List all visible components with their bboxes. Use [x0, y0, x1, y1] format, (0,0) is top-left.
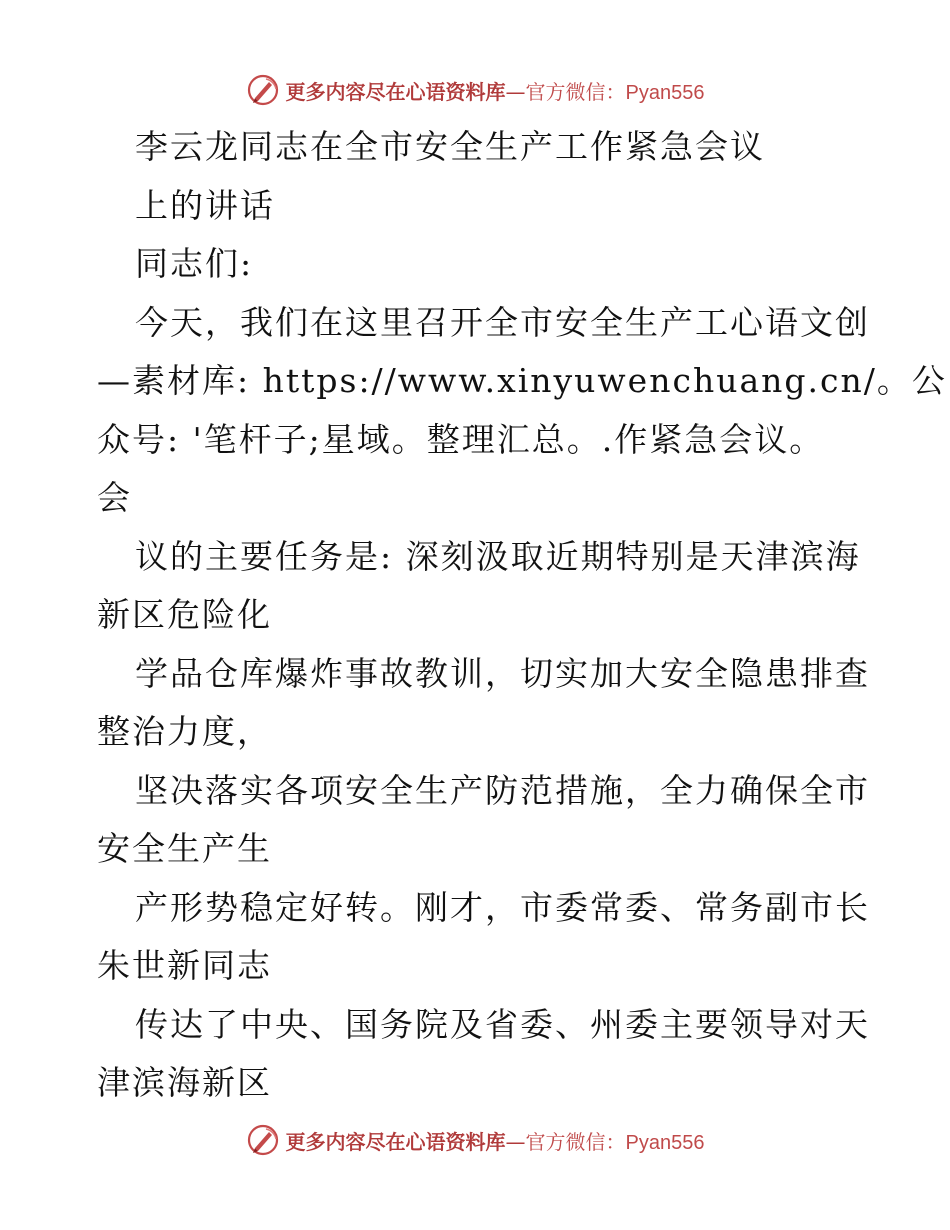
watermark-wechat-label: 官方微信：: [525, 1129, 626, 1154]
quill-pen-logo-icon: [246, 1123, 280, 1157]
watermark-separator: —: [505, 79, 526, 104]
document-line: 会: [97, 478, 132, 517]
quill-pen-logo-icon: [246, 73, 280, 107]
watermark-separator: —: [505, 1129, 526, 1154]
header-watermark-banner: [0, 70, 950, 110]
document-line: 今天，我们在这里召开全市安全生产工心语文创: [135, 302, 870, 342]
document-line: 李云龙同志在全市安全生产工作紧急会议: [135, 127, 765, 166]
document-line: 整治力度，: [97, 712, 272, 751]
watermark-account: Pyan556: [625, 1131, 705, 1154]
document-line: —素材库: https://www.xinyuwenchuang.cn/。公: [97, 361, 947, 400]
document-line: 津滨海新区: [97, 1063, 272, 1102]
watermark-text: [286, 76, 705, 105]
document-line: 安全生产生: [97, 829, 272, 868]
document-line: 众号: '笔杆子;星域。整理汇总。.作紧急会议。: [97, 419, 825, 459]
document-line: 朱世新同志: [97, 946, 272, 985]
document-line: 学品仓库爆炸事故教训，切实加大安全隐患排查: [135, 653, 870, 693]
footer-watermark-banner: [0, 1120, 950, 1160]
document-line: 产形势稳定好转。刚才，市委常委、常务副市长: [135, 887, 870, 927]
document-body: [97, 118, 947, 1113]
document-line: 传达了中央、国务院及省委、州委主要领导对天: [135, 1004, 870, 1044]
document-line: 上的讲话: [135, 185, 275, 225]
document-line: 新区危险化: [97, 595, 272, 634]
document-line: 议的主要任务是: 深刻汲取近期特别是天津滨海: [135, 536, 861, 576]
document-line: 坚决落实各项安全生产防范措施，全力确保全市: [135, 770, 870, 810]
watermark-text: [286, 1126, 705, 1155]
watermark-account: Pyan556: [625, 81, 705, 104]
document-line: 同志们:: [135, 244, 254, 283]
watermark-wechat-label: 官方微信：: [525, 79, 626, 104]
watermark-site-text: 更多内容尽在心语资料库: [285, 79, 506, 104]
watermark-site-text: 更多内容尽在心语资料库: [285, 1129, 506, 1154]
